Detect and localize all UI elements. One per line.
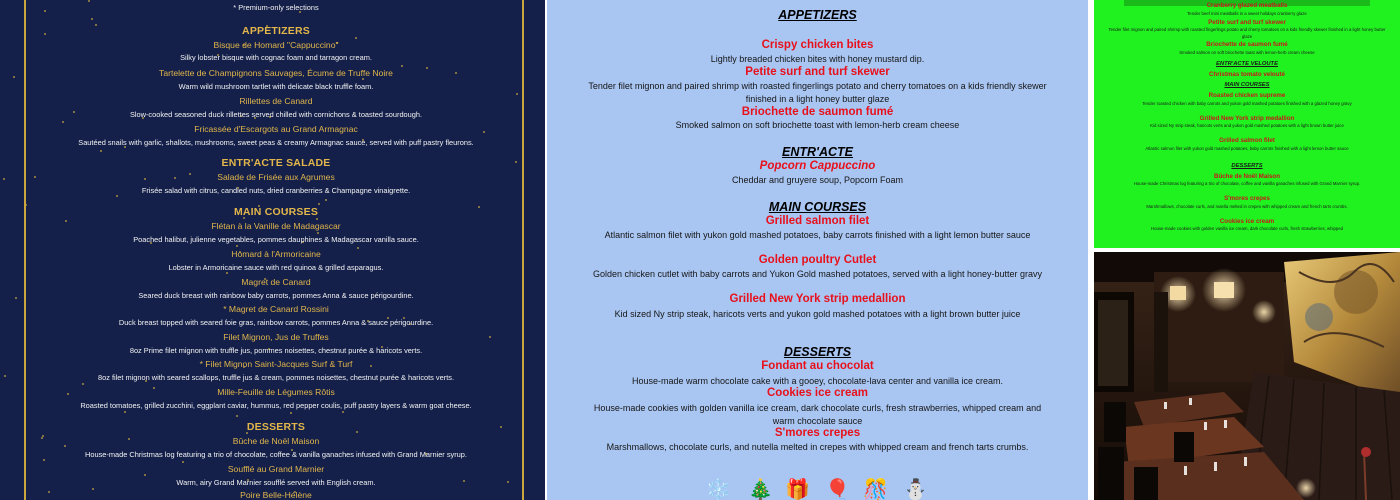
dish-name: Golden poultry Cutlet	[758, 254, 877, 266]
green-kids-menu	[1094, 0, 1400, 248]
dish-description: Silky lobster bisque with cognac foam and tarragon cream.	[180, 53, 372, 62]
star-dot	[116, 195, 118, 197]
star-dot	[236, 245, 238, 247]
dish-name: Fondant au chocolat	[761, 360, 874, 372]
premium-note: * Premium-only selections	[233, 3, 319, 12]
dish-name: Petite surf and turf skewer	[1208, 18, 1286, 26]
dish-name: Grilled New York strip medallion	[729, 293, 906, 305]
dish-name: Petite surf and turf skewer	[745, 66, 890, 78]
dining-room-illustration	[1094, 252, 1400, 500]
star-dot	[15, 297, 17, 299]
dish-name: Bisque de Homard "Cappuccino"	[213, 40, 339, 50]
star-dot	[236, 415, 238, 417]
star-dot	[182, 461, 184, 463]
dish-name: Rillettes de Canard	[239, 96, 313, 106]
star-dot	[13, 76, 15, 78]
star-dot	[82, 383, 84, 385]
dish-description: Golden chicken cutlet with baby carrots and Yukon Gold mashed potatoes, served with a light honey-butter gravy	[592, 269, 1043, 279]
dish-name: Cookies ice cream	[1219, 217, 1275, 225]
star-dot	[144, 474, 146, 476]
dish-description: Seared duck breast with rainbow baby carrots, pommes Anna & sauce périgourdine.	[138, 291, 414, 300]
balloon-icon: 🎈	[825, 479, 850, 500]
dish-name: S'mores crepes	[1224, 195, 1270, 202]
section-heading: ENTR'ACTE SALADE	[221, 157, 331, 169]
star-dot	[88, 0, 90, 2]
dish-name: Homard à l'Armoricaine	[231, 249, 321, 259]
section-heading: MAIN COURSES	[233, 206, 319, 218]
dish-description: 8oz filet mignon with seared scallops, truffle jus & cream, pommes noisettes, chestnut purée & haricots verts.	[97, 373, 454, 382]
dish-name: S'mores crepes	[774, 427, 861, 439]
dish-description: Smoked salmon on soft briochette toast with lemon-herb cream cheese	[1179, 49, 1315, 55]
dish-description: Cheddar and gruyere soup, Popcorn Foam	[731, 175, 904, 185]
appetizers-heading: APPETIZERS	[778, 8, 857, 22]
star-dot	[401, 65, 403, 67]
navy-holiday-menu	[0, 0, 545, 500]
dish-description: Frisée salad with citrus, candied nuts, dried cranberries & Champagne vinaigrette.	[141, 186, 411, 195]
dish-description: Lobster in Armoricaine sauce with red quinoa & grilled asparagus.	[168, 263, 384, 272]
section-heading: APPETIZERS	[242, 25, 310, 37]
desserts-heading: DESSERTS	[783, 345, 852, 359]
star-dot	[516, 93, 518, 95]
dish-name: Grilled salmon filet	[1219, 137, 1275, 144]
gold-border-left	[24, 0, 26, 500]
dish-name: Christmas tomato velouté	[1209, 70, 1285, 78]
dish-description: Tender filet mignon and paired shrimp with roasted fingerlings potato and cherry tomatoes on a kids friendly skewer finished in a light honey butter glaze	[588, 81, 1047, 104]
dish-description: Tender beef mini meatballs in a sweet holidays cranberry glaze	[1187, 10, 1307, 16]
dish-description: Marshmallows, chocolate curls, and nutella melted in crepes with whipped cream and french tarts crumbs.	[1146, 203, 1348, 209]
star-dot	[290, 412, 292, 414]
entracte-heading: ENTR'ACTE	[781, 145, 854, 159]
christmas-tree-icon: 🎄	[748, 479, 773, 500]
star-dot	[317, 232, 319, 234]
star-dot	[100, 150, 102, 152]
gift-icon: 🎁	[785, 479, 810, 500]
dish-name: Filet Mignon, Jus de Truffes	[223, 332, 329, 342]
dish-name: Grilled salmon filet	[765, 215, 870, 227]
restaurant-dining-room-photo	[1094, 252, 1400, 500]
dish-name: Mille-Feuille de Légumes Rôtis	[217, 387, 335, 397]
section-heading: MAIN COURSES	[1224, 82, 1270, 88]
dish-description: Lightly breaded chicken bites with honey mustard dip.	[710, 54, 925, 64]
dish-name: Tartelette de Champignons Sauvages, Écume de Truffe Noire	[159, 68, 393, 78]
dish-name: Grilled New York strip medallion	[1199, 114, 1295, 122]
dish-description: Kid sized Ny strip steak, haricots verts and yukon gold mashed potatoes with a light brown butter juice	[614, 309, 1021, 319]
dish-name: * Magret de Canard Rossini	[223, 304, 329, 314]
dish-name: Popcorn Cappuccino	[759, 160, 876, 172]
dish-description: Poached halibut, julienne vegetables, pommes dauphines & Madagascar vanilla sauce.	[133, 235, 419, 244]
dish-description: House-made cookies with golden vanilla ice cream, dark chocolate curls, fresh strawberries, whipped cream and warm chocolate sauce	[593, 403, 1042, 426]
dish-name: Briochette de saumon fumé	[1206, 41, 1288, 48]
star-dot	[362, 78, 364, 80]
dish-name: * Filet Mignon Saint-Jacques Surf & Turf	[199, 359, 353, 369]
dish-description: Duck breast topped with seared foie gras, rainbow carrots, pommes Anna & sauce périgourdine.	[118, 318, 434, 327]
dish-description: House-made Christmas log featuring a trio of chocolate, coffee & vanilla ganaches infused with Grand Marnier syrup.	[85, 450, 467, 459]
dish-description: Warm, airy Grand Marnier soufflé served with English cream.	[176, 478, 376, 487]
dish-description: House-made Christmas log featuring a trio of chocolate, coffee and vanilla ganaches infused with Grand Marnier syrup.	[1133, 181, 1361, 186]
star-dot	[355, 37, 357, 39]
dish-name: Cranberry glazed meatballs	[1206, 2, 1288, 9]
star-dot	[43, 459, 45, 461]
dish-description: Slow-cooked seasoned duck rillettes served chilled with cornichons & toasted sourdough.	[129, 110, 423, 119]
dish-description: Kid sized Ny strip steak, haricots verts and yukon gold mashed potatoes with a light brown butter juice	[1150, 123, 1344, 128]
dish-description: Roasted tomatoes, grilled zucchini, eggplant caviar, hummus, red pepper coulis, puff pastry layers & warm goat cheese.	[80, 401, 472, 410]
main-courses-heading: MAIN COURSES	[768, 200, 867, 214]
star-dot	[325, 199, 327, 201]
blue-kids-menu	[547, 0, 1088, 500]
dish-name: Bûche de Noël Maison	[1213, 172, 1280, 180]
star-dot	[3, 178, 5, 180]
star-dot	[4, 375, 6, 377]
dish-description: Tender roasted chicken with baby carrots and yukon gold mashed potatoes finished with a glazed honey gravy	[1142, 100, 1352, 106]
section-heading: DESSERTS	[1231, 162, 1263, 169]
star-dot	[318, 203, 320, 205]
dish-description: Sautéed snails with garlic, shallots, mushrooms, sweet peas & creamy Armagnac sauce, served with puff pastry fleurons.	[78, 138, 474, 147]
dish-description: Atlantic salmon filet with yukon gold mashed potatoes, baby carrots finished with a light lemon butter sauce	[604, 230, 1031, 240]
star-dot	[342, 411, 344, 413]
dish-description: Atlantic salmon filet with yukon gold mashed potatoes, baby carrots finished with a light lemon butter sauce	[1145, 145, 1349, 151]
dish-description: House-made cookies with golden vanilla ice cream, dark chocolate curls, fresh strawberries, whipped	[1150, 226, 1344, 231]
confetti-icon: 🎊	[863, 479, 888, 500]
dish-name: Flétan à la Vanille de Madagascar	[211, 221, 341, 231]
dish-name: Salade de Frisée aux Agrumes	[217, 172, 335, 182]
dish-description: Tender filet mignon and paired shrimp with roasted fingerlings potato and cherry tomatoes on a kids friendly skewer finished in a light honey butter glaze	[1108, 27, 1386, 39]
dish-description: Marshmallows, chocolate curls, and nutella melted in crepes with whipped cream and french tarts crumbs.	[606, 442, 1029, 452]
dish-description: House-made warm chocolate cake with a gooey, chocolate-lava center and vanilla ice cream.	[631, 376, 1004, 386]
dish-name: Crispy chicken bites	[761, 39, 874, 51]
dish-name: Roasted chicken supreme	[1208, 92, 1286, 99]
snowman-icon: ⛄	[903, 479, 928, 500]
star-dot	[91, 18, 93, 20]
section-heading: DESSERTS	[246, 421, 306, 433]
star-dot	[62, 121, 64, 123]
star-dot	[124, 411, 126, 413]
dish-name: Fricassée d'Escargots au Grand Armagnac	[194, 124, 358, 134]
dish-name: Soufflé au Grand Marnier	[227, 464, 325, 474]
section-heading: ENTR'ACTE VELOUTE	[1216, 60, 1278, 67]
dish-name: Bûche de Noël Maison	[232, 436, 320, 446]
dish-name: Poire Belle-Hélène	[240, 490, 312, 500]
dish-description: 8oz Prime filet mignon with truffle jus, pommes noisettes, chestnut purée & haricots verts.	[129, 346, 423, 355]
dish-name: Magret de Canard	[241, 277, 311, 287]
snowflake-icon: ❄️	[706, 479, 731, 500]
star-dot	[316, 218, 318, 220]
dish-description: Smoked salmon on soft briochette toast with lemon-herb cream cheese	[675, 120, 960, 130]
dish-name: Briochette de saumon fumé	[741, 106, 894, 118]
dish-name: Cookies ice cream	[766, 387, 868, 399]
star-dot	[226, 272, 228, 274]
dish-description: Warm wild mushroom tartlet with delicate black truffle foam.	[178, 82, 374, 91]
